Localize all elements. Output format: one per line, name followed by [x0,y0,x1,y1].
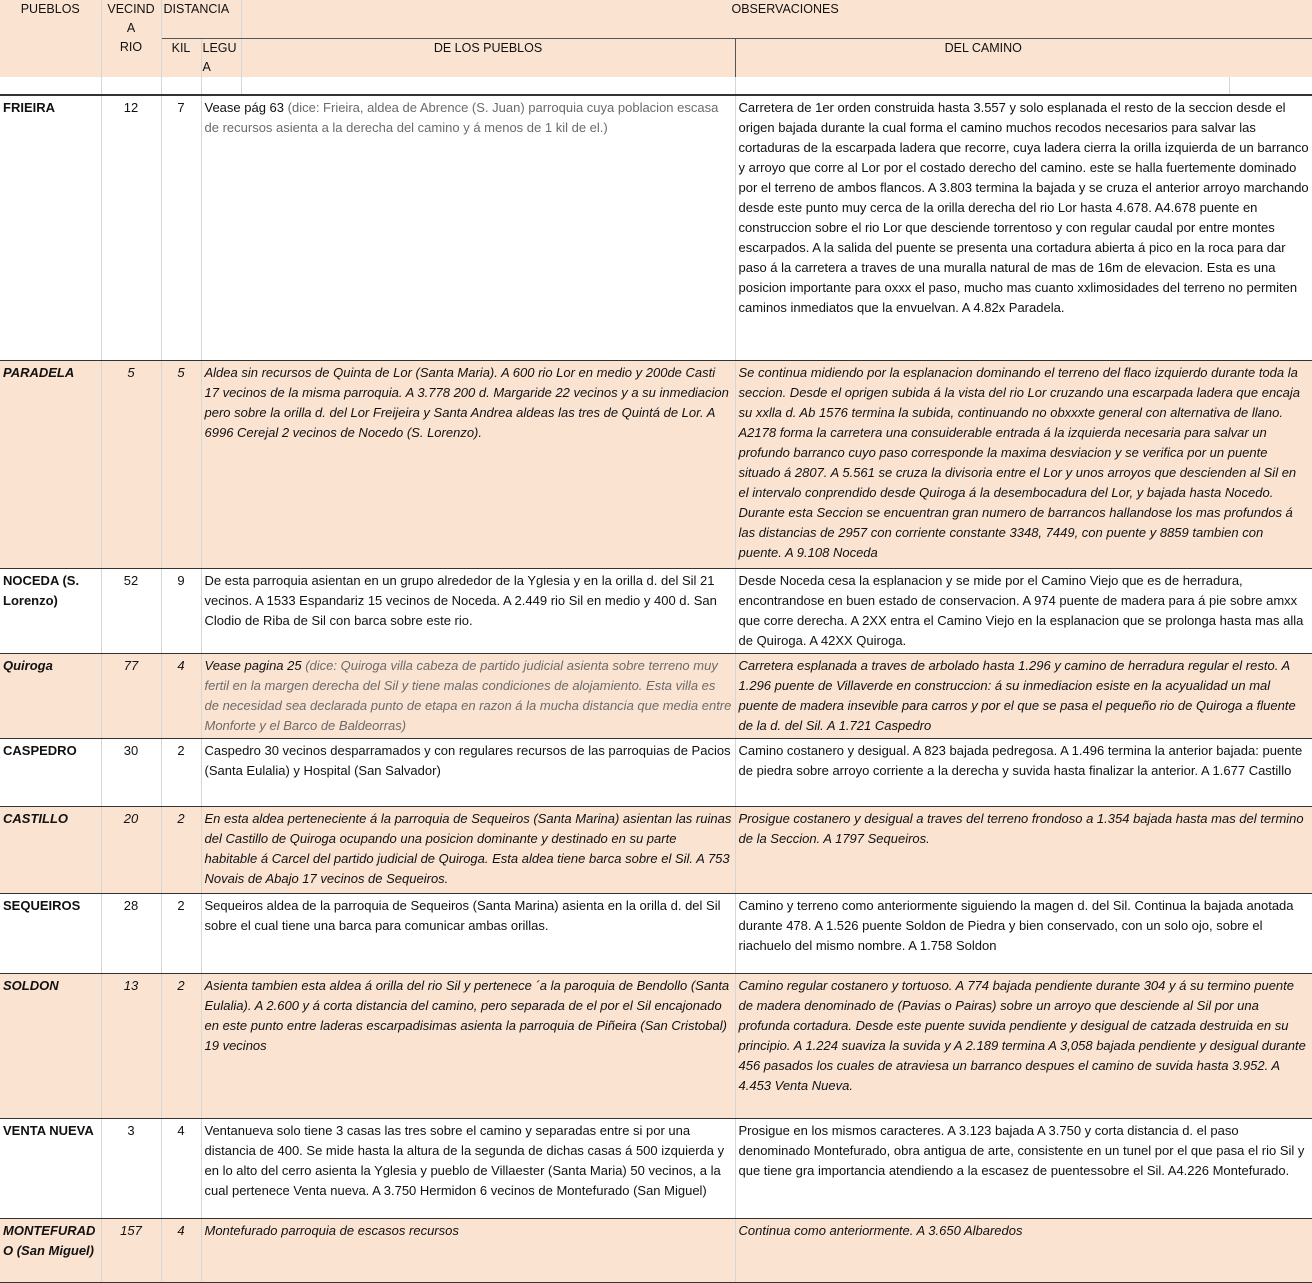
pueblos-obs-cell[interactable]: Montefurado parroquia de escasos recursos [201,1219,735,1283]
kil-cell[interactable]: 4 [161,1219,201,1283]
kil-cell[interactable]: 4 [161,654,201,739]
vecindario-cell[interactable]: 20 [101,807,161,894]
header-observaciones[interactable]: OBSERVACIONES [241,0,1312,38]
pueblo-cell[interactable]: CASTILLO [0,807,101,894]
table-row [0,1219,1312,1283]
kil-cell[interactable]: 4 [161,1119,201,1219]
pueblos-obs-cell[interactable]: En esta aldea perteneciente á la parroquia de Sequeiros (Santa Marina) asientan las ruinas del Castillo de Quiroga ocupando una posicion dominante y destinado en su parte habitable á Carcel del partido judicial de Quiroga. Esta aldea tiene barca sobre el Sil. A 753 Novais de Abajo 17 vecinos de Sequeiros. [201,807,735,894]
pueblo-cell[interactable]: PARADELA [0,361,101,569]
empty-cell[interactable] [241,77,735,95]
kil-cell[interactable]: 9 [161,569,201,654]
pueblo-cell[interactable]: Quiroga [0,654,101,739]
empty-cell[interactable] [735,77,1229,95]
vecindario-cell[interactable]: 52 [101,569,161,654]
pueblo-cell[interactable]: SEQUEIROS [0,894,101,974]
kil-cell[interactable]: 2 [161,807,201,894]
vecindario-cell[interactable]: 3 [101,1119,161,1219]
camino-obs-cell[interactable]: Carretera esplanada a traves de arbolado hasta 1.296 y camino de herradura regular el resto. A 1.296 puente de Villaverde en construccion: á su inmediacion esiste en la acyualidad un mal puente de madera insevible para carros y por el que se pasa el pequeño rio de Quiroga a fluente de la d. del Sil. A 1.721 Caspedro [735,654,1312,739]
pueblo-cell[interactable]: SOLDON [0,974,101,1119]
empty-cell[interactable] [201,77,241,95]
header-vecindario-rio[interactable]: RIO [101,38,161,77]
pueblo-cell[interactable]: NOCEDA (S. Lorenzo) [0,569,101,654]
pueblos-obs-cell[interactable]: Ventanueva solo tiene 3 casas las tres sobre el camino y separadas entre si por una distancia de 400. Se mide hasta la altura de la segunda de dichas casas á 500 izquierda y en lo alto del cerro asienta la Yglesia y pueblo de Villaester (Santa Maria) 50 vecinos, a la cual pertenece Venta nueva. A 3.750 Hermidon 6 vecinos de Montefurado (San Miguel) [201,1119,735,1219]
kil-cell[interactable]: 5 [161,361,201,569]
pueblo-cell[interactable]: VENTA NUEVA [0,1119,101,1219]
camino-obs-cell[interactable]: Prosigue en los mismos caracteres. A 3.123 bajada A 3.750 y corta distancia d. el paso denominado Montefurado, obra antigua de arte, consistente en un tunel por el que pasa el rio Sil y que tiene gra importancia atendiendo a la escasez de puentessobre el Sil. A4.226 Montefurado. [735,1119,1312,1219]
pueblos-obs-cell[interactable]: Asienta tambien esta aldea á orilla del rio Sil y pertenece ´a la paroquia de Bendollo (Santa Eulalia). A 2.600 y á corta distancia del camino, pero separada de el por el Sil encajonado en este punto entre laderas escarpadisimas asienta la parroquia de Piñeira (San Cristobal) 19 vecinos [201,974,735,1119]
pueblos-obs-cell[interactable] [201,95,735,361]
pueblos-obs-cell[interactable]: De esta parroquia asientan en un grupo alrededor de la Yglesia y en la orilla d. del Sil 21 vecinos. A 1533 Espandariz 15 vecinos de Noceda. A 2.449 rio Sil en medio y 400 d. San Clodio de Riba de Sil con barca sobre este rio. [201,569,735,654]
pueblo-cell[interactable]: CASPEDRO [0,739,101,807]
vecindario-cell[interactable]: 5 [101,361,161,569]
vecindario-cell[interactable]: 157 [101,1219,161,1283]
header-row-1 [0,0,1312,38]
kil-cell[interactable]: 2 [161,739,201,807]
camino-obs-cell[interactable]: Camino costanero y desigual. A 823 bajada pedregosa. A 1.496 termina la anterior bajada: puente de piedra sobre arroyo corriente a la derecha y suvida hasta finalizar la anterior. A 1.677 Castillo [735,739,1312,807]
spacer-row [0,77,1312,95]
table-row [0,569,1312,654]
table-row [0,739,1312,807]
header-de-los-pueblos[interactable]: DE LOS PUEBLOS [241,38,735,77]
header-kil[interactable]: KIL [161,38,201,77]
header-row-2 [0,38,1312,77]
camino-obs-cell[interactable]: Prosigue costanero y desigual a traves del terreno frondoso a 1.354 bajada hasta mas del termino de la Seccion. A 1797 Sequeiros. [735,807,1312,894]
pueblos-obs-text: Vease pagina 25 [204,658,302,673]
header-del-camino[interactable]: DEL CAMINO [735,38,1312,77]
pueblos-obs-quote: (dice: Quiroga villa cabeza de partido judicial asienta sobre terreno muy fertil en la margen derecha del Sil y tiene malas condiciones de alojamiento. Esta villa es de necesidad sea declarada punto de etapa en razon á la mucha distancia que media entre Monforte y el Barco de Baldeorras) [204,658,732,733]
pueblos-obs-quote: (dice: Frieira, aldea de Abrence (S. Juan) parroquia cuya poblacion escasa de recursos asienta a la derecha del camino y á menos de 1 kil de el.) [204,99,719,135]
empty-cell[interactable] [1229,77,1312,95]
vecindario-cell[interactable]: 28 [101,894,161,974]
camino-obs-cell[interactable]: Camino y terreno como anteriormente siguiendo la magen d. del Sil. Continua la bajada anotada durante 478. A 1.526 puente Soldon de Piedra y bien conservado, con un solo ojo, sobre el riachuelo del mismo nombre. A 1.758 Soldon [735,894,1312,974]
empty-cell[interactable] [161,77,201,95]
vecindario-cell[interactable]: 12 [101,95,161,361]
header-pueblos[interactable]: PUEBLOS [0,0,101,38]
header-pueblos-blank[interactable] [0,38,101,77]
camino-obs-cell[interactable]: Continua como anteriormente. A 3.650 Albaredos [735,1219,1312,1283]
kil-cell[interactable]: 2 [161,974,201,1119]
pueblos-obs-text: Vease pág 63 [204,99,285,115]
pueblos-obs-cell[interactable]: Sequeiros aldea de la parroquia de Sequeiros (Santa Marina) asienta en la orilla d. del Sil sobre el cual tiene una barca para comunicar ambas orillas. [201,894,735,974]
empty-cell[interactable] [101,77,161,95]
kil-cell[interactable]: 7 [161,95,201,361]
table-row [0,654,1312,739]
camino-obs-cell[interactable]: Camino regular costanero y tortuoso. A 774 bajada pendiente durante 304 y á su termino puente de madera denominado de (Pavias o Pairas) sobre un arroyo que desciende al Sil por una profunda cortadura. Desde este puente suvida pendiente y desigual de catzada destruida en su principio. A 1.224 suaviza la suvida y A 2.189 termina A 3,058 bajada pendiente y desigual durante 456 pasados los cuales de atraviesa un barranco despues el camino de suvida hasta 3.952. A 4.453 Venta Nueva. [735,974,1312,1119]
table-row [0,361,1312,569]
pueblos-obs-cell[interactable]: Aldea sin recursos de Quinta de Lor (Santa Maria). A 600 rio Lor en medio y 200de Casti 17 vecinos de la misma parroquia. A 3.778 200 d. Margaride 22 vecinos y a su inmediacion pero sobre la orilla d. del Lor Freijeira y Santa Andrea aldeas las tres de Quintá de Lor. A 6996 Cerejal 2 vecinos de Nocedo (S. Lorenzo). [201,361,735,569]
pueblos-obs-cell[interactable]: Caspedro 30 vecinos desparramados y con regulares recursos de las parroquias de Pacios (Santa Eulalia) y Hospital (San Salvador) [201,739,735,807]
vecindario-cell[interactable]: 77 [101,654,161,739]
vecindario-cell[interactable]: 30 [101,739,161,807]
table-row [0,807,1312,894]
header-leguas[interactable]: LEGUA [201,38,241,77]
camino-obs-cell[interactable]: Carretera de 1er orden construida hasta 3.557 y solo esplanada el resto de la seccion desde el origen bajada durante la cual forma el camino muchos recodos necesarios para salvar las cortaduras de la escarpada ladera que recorre, cuya ladera cierra la orilla izquierda de un barranco y arroyo que corre al Lor por el costado derecho del camino. este se halla fuertemente dominado por el terreno de ambos flancos. A 3.803 termina la bajada y se cruza el anterior arroyo marchando desde este punto muy cerca de la orilla derecha del rio Lor hasta 4.678. A4.678 puente en construccion sobre el rio Lor que desciende torrentoso y con regular caudal por entre montes escarpados. A la salida del puente se presenta una cortadura abierta á pico en la roca para dar paso á la carretera a traves de una muralla natural de mas de 16m de elevacion. Esta es una posicion importante para oxxx el paso, mucho mas cuanto xxlimosidades del terreno no permiten caminos inmediatos que la envuelvan. A 4.82x Paradela. [735,95,1312,361]
table-row [0,1119,1312,1219]
header-distancia[interactable]: DISTANCIA [161,0,241,38]
vecindario-cell[interactable]: 13 [101,974,161,1119]
pueblo-cell[interactable]: FRIEIRA [0,95,101,361]
empty-cell[interactable] [0,77,101,95]
table-row [0,974,1312,1119]
header-vecindario[interactable]: VECINDA [101,0,161,38]
pueblo-cell[interactable]: MONTEFURADO (San Miguel) [0,1219,101,1283]
camino-obs-cell[interactable]: Se continua midiendo por la esplanacion dominando el terreno del flaco izquierdo durante toda la seccion. Desde el oprigen subida á la vista del rio Lor cruzando una escarpada ladera que encaja su xxlla d. Ab 1576 termina la subida, continuando no obxxxte general con alternativa de llano. A2178 forma la carretera una consuiderable entrada á la izquierda necesaria para salvar un profundo barranco cuyo paso corresponde la maxima desviacion y se verifica por un puente situado á 2807. A 5.561 se cruza la divisoria entre el Lor y unos arroyos que descienden al Sil en el intervalo conprendido desde Quiroga á la desembocadura del Lor, y bajada hasta Nocedo. Durante esta Seccion se encuentran gran numero de barrancos hallandose los mas profundos á las distancias de 2957 con corriente constante 3348, 7449, con puente y 8859 tambien con puente. A 9.108 Noceda [735,361,1312,569]
kil-cell[interactable]: 2 [161,894,201,974]
camino-obs-cell[interactable]: Desde Noceda cesa la esplanacion y se mide por el Camino Viejo que es de herradura, encontrandose en buen estado de conservacion. A 974 puente de madera para á pie sobre amxx que corre derecha. A 2XX entra el Camino Viejo en la esplanacion que se prolonga hasta mas alla de Quiroga. A 42XX Quiroga. [735,569,1312,654]
table-row [0,95,1312,361]
pueblos-obs-cell[interactable] [201,654,735,739]
table-row [0,894,1312,974]
